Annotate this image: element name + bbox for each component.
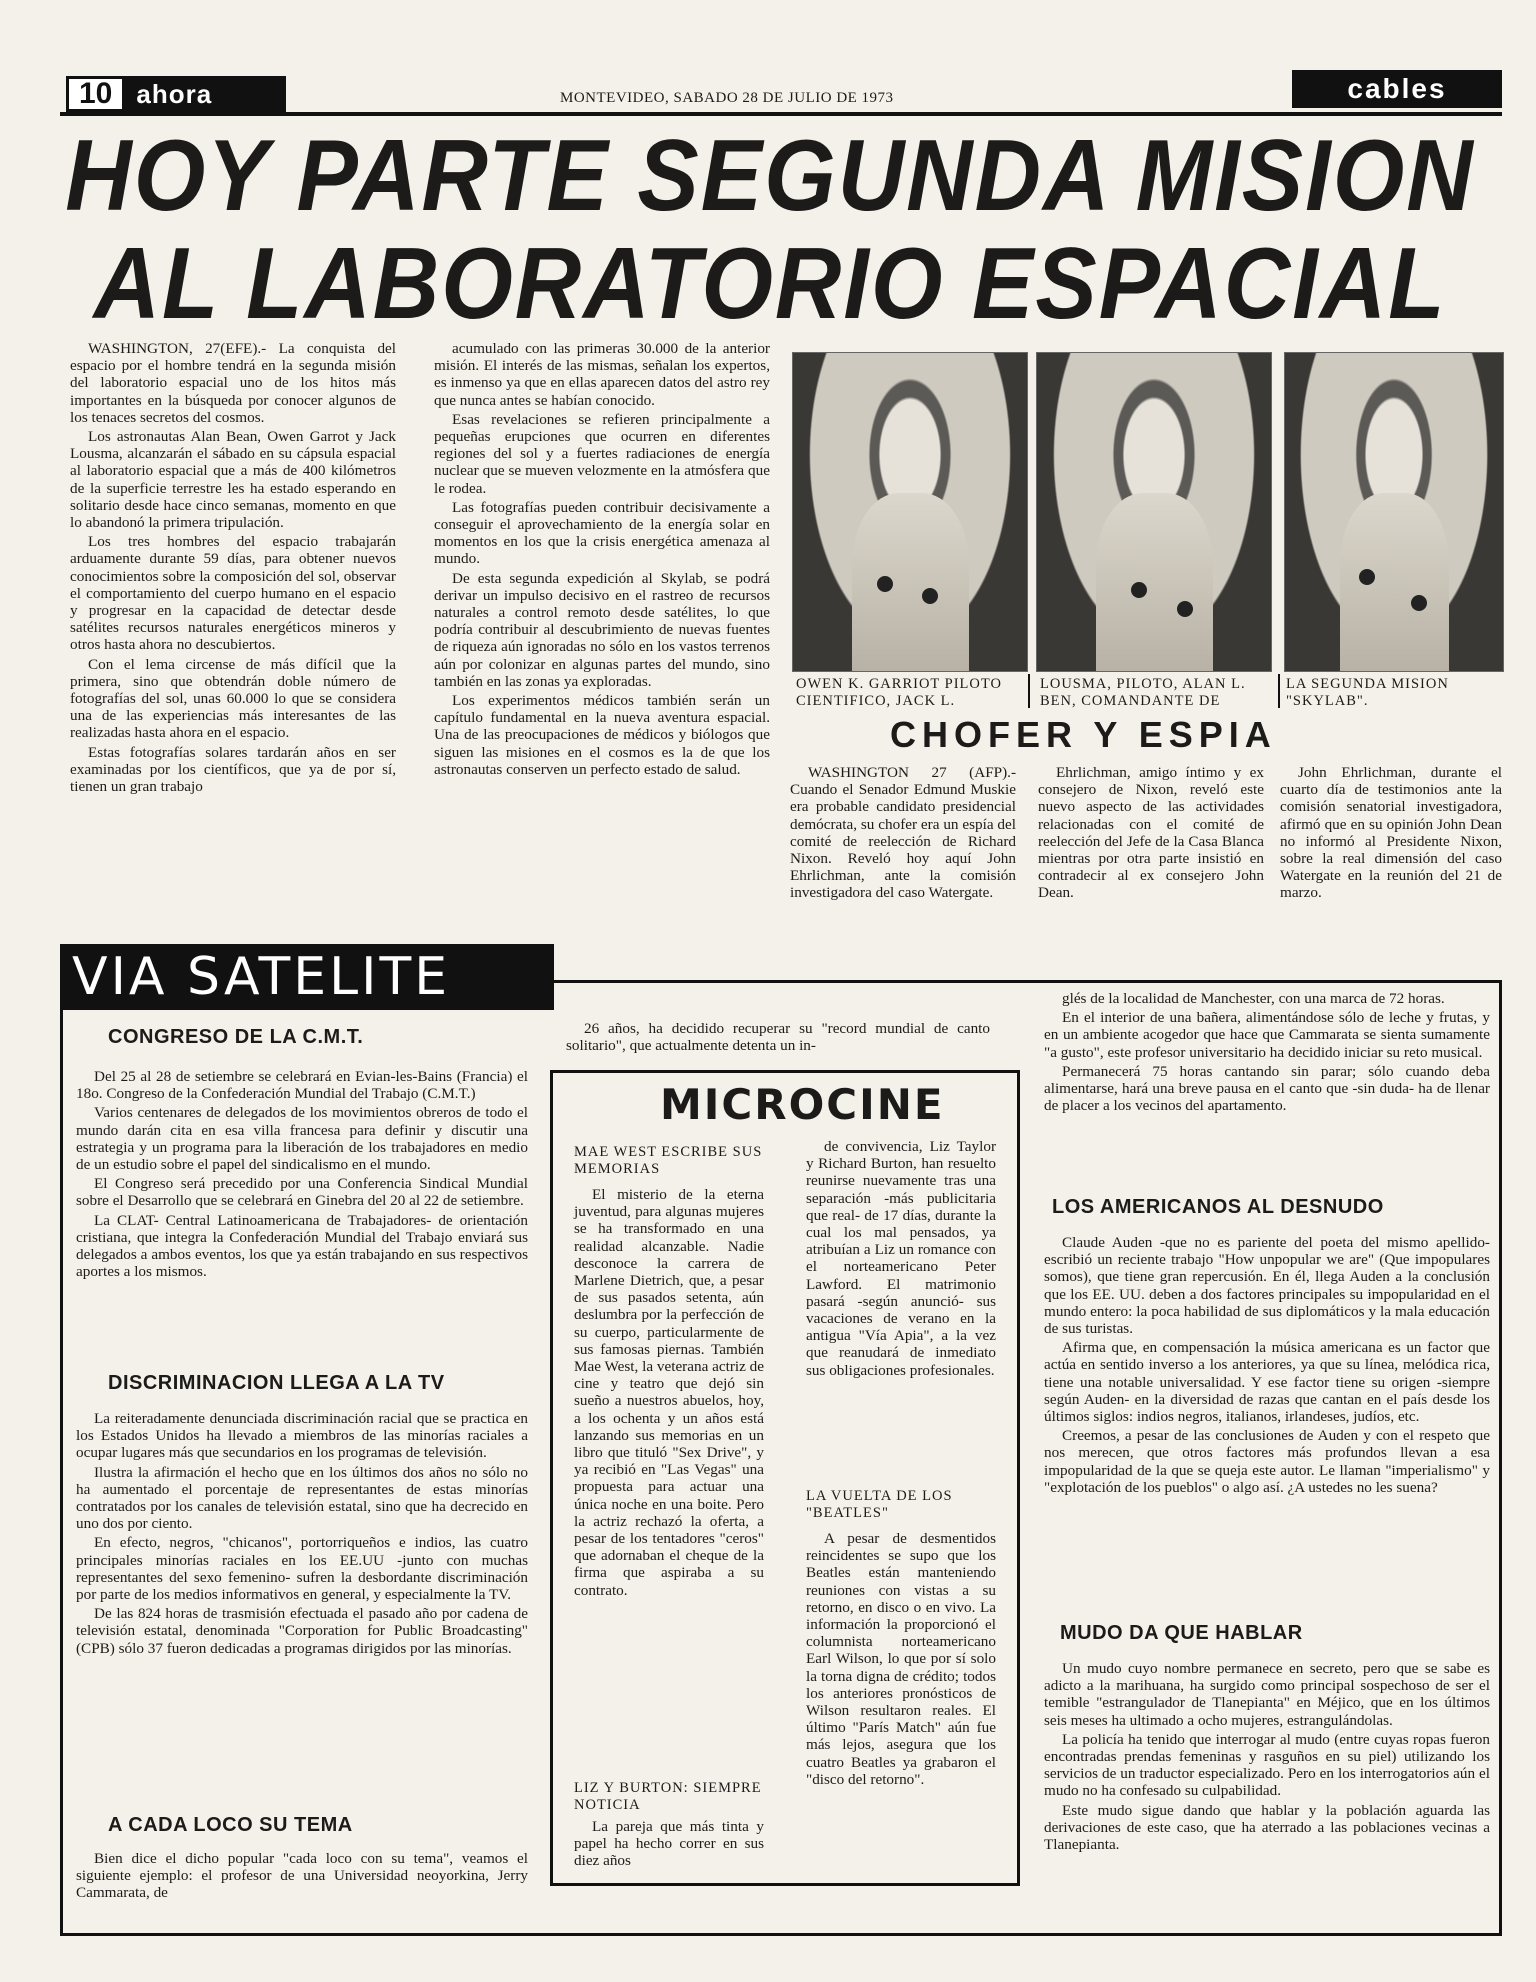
- paragraph: Esas revelaciones se refieren principalmente a pequeñas erupciones que ocurren en diferentes regiones del sol y a fuertes radiaciones de energía nuclear que se mueven velozmente en la atmósfera que le rodea.: [434, 410, 770, 497]
- caption-divider: [1028, 674, 1030, 708]
- page-header-left: [66, 76, 286, 112]
- paragraph: A pesar de desmentidos reincidentes se supo que los Beatles están manteniendo reuniones con vistas a su retorno, en disco o en vivo. La información la proporcionó el columnista norteamericano Earl Wilson, lo que por sí solo la torna digna de crédito; todos los anteriores pronósticos de Wilson resultaron reales. El último "París Match" aún fue más lejos, asegura que los cuatro Beatles ya grabaron el "disco del retorno".: [806, 1530, 996, 1788]
- americanos-body: [1044, 1234, 1490, 1498]
- loco-body: [76, 1850, 528, 1904]
- paragraph: Afirma que, en compensación la música americana es un factor que actúa en sentido inverso a los anteriores, ya que su línea, melódica rica, tiene una notable universalidad. Y ese factor tiene su origen -siempre según Auden- en la diversidad de razas que cantan en el país desde los últimos siglos: indios negros, italianos, irlandeses, judíos, etc.: [1044, 1339, 1490, 1426]
- section-label: cables: [1292, 70, 1502, 108]
- paragraph: Del 25 al 28 de setiembre se celebrará en Evian-les-Bains (Francia) el 18o. Congreso de la Confederación Mundial del Trabajo (C.M.T.): [76, 1068, 528, 1103]
- paragraph: John Ehrlichman, durante el cuarto día de testimonios ante la comisión senatorial investigadora, afirmó que en su opinión John Dean no informó al Presidente Nixon, sobre la real dimensión del caso Watergate en la reunión del 21 de marzo.: [1280, 764, 1502, 902]
- americanos-heading: LOS AMERICANOS AL DESNUDO: [1052, 1196, 1384, 1218]
- astronaut-photo-lousma: [1036, 352, 1272, 672]
- paragraph: Creemos, a pesar de las conclusiones de Auden y con el respeto que nos merecen, que otros factores más profundos llevan a esa impopularidad de la que se queja este autor. Le llaman "imperialismo" y "explotación de los pueblos" o algo así. ¿A ustedes no les suena?: [1044, 1427, 1490, 1496]
- paragraph: La pareja que más tinta y papel ha hecho correr en sus diez años: [574, 1818, 764, 1870]
- page-number: 10: [69, 79, 122, 109]
- loco-right-continuation: [1044, 990, 1490, 1116]
- chofer-col-1: [790, 764, 1016, 904]
- main-story-col-1: [70, 340, 396, 797]
- astronaut-photo-garriott: [792, 352, 1028, 672]
- microcine-subhead-mae-west: MAE WEST ESCRIBE SUS MEMORIAS: [574, 1144, 763, 1177]
- paragraph: De las 824 horas de trasmisión efectuada el pasado año por cadena de televisión estatal, denominada "Corporation for Public Broadcasting" (CPB) sólo 37 fueron dedicadas a programas dirigidos por las minorías.: [76, 1605, 528, 1657]
- chofer-headline: CHOFER Y ESPIA: [890, 714, 1277, 755]
- mudo-heading: MUDO DA QUE HABLAR: [1060, 1622, 1303, 1644]
- paragraph: Claude Auden -que no es pariente del poeta del mismo apellido- escribió un reciente trabajo "How unpopular we are" (Que impopulares somos), que tiene gran repercusión. En él, llega Auden a la conclusión que los EE. UU. deben a dos factores principales su impopularidad en el mundo entero: la poca habilidad de sus diplomáticos y la mala educación de sus turistas.: [1044, 1234, 1490, 1338]
- photo-caption-1: OWEN K. GARRIOT PILOTO CIENTIFICO, JACK L.: [796, 676, 1002, 709]
- paragraph: glés de la localidad de Manchester, con una marca de 72 horas.: [1062, 990, 1445, 1007]
- paragraph: La reiteradamente denunciada discriminación racial que se practica en los Estados Unidos ha llevado a miembros de las minorías raciales a ocupar lugares más que secundarios en los programas de televisión.: [76, 1410, 528, 1462]
- chofer-col-2: [1038, 764, 1264, 904]
- tv-heading: DISCRIMINACION LLEGA A LA TV: [108, 1372, 445, 1394]
- paragraph: Ehrlichman, amigo íntimo y ex consejero de Nixon, reveló este nuevo aspecto de las actividades relacionadas con el comité de reelección del Jefe de la Casa Blanca mientras por otra parte insistió en contradecir al ex consejero John Dean.: [1038, 764, 1264, 902]
- paragraph: Con el lema circense de más difícil que la primera, sino que obtendrán doble número de fotografías del sol, unas 60.000 lo que se considera una de las experiencias más interesantes de las realizadas hasta ahora en el espacio.: [70, 655, 396, 742]
- paragraph: Ilustra la afirmación el hecho que en los últimos dos años no sólo no ha aumentado el porcentaje de representantes de estas minorías contratados por los canales de televisión estatal, sino que ha decrecido en uno dos por ciento.: [76, 1463, 528, 1533]
- paragraph: Este mudo sigue dando que hablar y la población aguarda las derivaciones de este caso, que ha aterrado a las poblaciones vecinas a Tlanepianta.: [1044, 1801, 1490, 1854]
- paragraph: WASHINGTON, 27(EFE).- La conquista del espacio por el hombre tendrá en la segunda misión del laboratorio espacial uno de los hitos más importantes en la búsqueda por conocer algunos de los tenaces secretos del cosmos.: [70, 340, 396, 426]
- microcine-col-1: [574, 1186, 764, 1601]
- microcine-subhead-beatles: LA VUELTA DE LOS "BEATLES": [806, 1488, 953, 1521]
- cmt-heading: CONGRESO DE LA C.M.T.: [108, 1026, 364, 1048]
- loco-continuation: [566, 1020, 990, 1056]
- microcine-col-2-end: [806, 1530, 996, 1790]
- paragraph: de convivencia, Liz Taylor y Richard Burton, han resuelto reunirse nuevamente tras una separación -más publicitaria que real- de 17 días, durante la cual los mal pensados, ya atribuían a Liz un romance con el norteamericano Peter Lawford. El matrimonio pasará -según anunció- sus vacaciones de verano en la antigua "Vía Apia", a la vez que reanudará de inmediato sus obligaciones profesionales.: [806, 1138, 996, 1379]
- paragraph: Estas fotografías solares tardarán años en ser examinadas por los científicos, que ya de por sí, tienen un gran trabajo: [70, 743, 396, 796]
- paragraph: Permanecerá 75 horas cantando sin parar; sólo cuando deba alimentarse, hará una breve pausa en el canto que -sin duda- ha de llenar de placer a los vecinos del apartamento.: [1044, 1062, 1490, 1115]
- mudo-body: [1044, 1660, 1490, 1855]
- loco-heading: A CADA LOCO SU TEMA: [108, 1814, 353, 1836]
- main-story-col-2: [434, 340, 770, 780]
- paragraph: La policía ha tenido que interrogar al mudo (entre cuyas ropas fueron encontradas prendas femeninas y rasguños en su piel) utilizando los servicios de un traductor especializado. Pero en los interrogatorios aún el mudo no ha confesado su culpabilidad.: [1044, 1730, 1490, 1800]
- dateline: MONTEVIDEO, SABADO 28 DE JULIO DE 1973: [560, 90, 894, 106]
- astronaut-photo-bean: [1284, 352, 1504, 672]
- microcine-liz-start: [574, 1818, 764, 1872]
- microcine-title: MICROCINE: [660, 1080, 945, 1129]
- paragraph: Los tres hombres del espacio trabajarán arduamente durante 59 días, para obtener nuevos conocimientos sobre la composición del sol, observar el comportamiento del cuerpo humano en el espacio y progresar en la capacidad de detectar desde satélites recursos naturales energéticos mineros y otros hasta ahora no descubiertos.: [70, 533, 396, 654]
- paragraph: En el interior de una bañera, alimentándose sólo de leche y frutas, y en un ambiente acogedor que hace que Cammarata se sienta sumamente "a gusto", este profesor universitario ha decidido iniciar su reto musical.: [1044, 1009, 1490, 1061]
- section-name: ahora: [122, 79, 283, 109]
- paragraph: El misterio de la eterna juventud, para algunas mujeres se ha transformado en una realidad alcanzable. Nadie desconoce la carrera de Marlene Dietrich, que, a pesar de sus pasados setenta, aún deslumbra por la perfección de su cuerpo, particularmente de sus famosas piernas. También Mae West, la veterana actriz de cine y teatro que dejó sin sueño a nuestros abuelos, hoy, a los ochenta y un años está lanzando sus memorias en un libro que tituló "Sex Drive", y ya recibió en "Las Vegas" una propuesta para actuar una única noche en una boite. Pero la actriz rechazó la oferta, a pesar de los tentadores "ceros" que adornaban el cheque de la firma que aspiraba a su contrato.: [574, 1186, 764, 1599]
- microcine-subhead-liz: LIZ Y BURTON: SIEMPRE NOTICIA: [574, 1780, 762, 1813]
- paragraph: Las fotografías pueden contribuir decisivamente a conseguir el aprovechamiento de la energía solar en momentos en los que la crisis energética amenaza al mundo.: [434, 498, 770, 568]
- paragraph: La CLAT- Central Latinoamericana de Trabajadores- de orientación cristiana, que integra la Confederación Mundial del Trabajo enviará sus delegados a ambos eventos, los que ya están trabajando en sus respectivos aportes a los mismos.: [76, 1211, 528, 1281]
- headline-line-1: HOY PARTE SEGUNDA MISION: [65, 120, 1475, 233]
- chofer-col-3: [1280, 764, 1502, 904]
- paragraph: El Congreso será precedido por una Conferencia Sindical Mundial sobre el Desarrollo que se celebrará en Ginebra del 20 al 22 de setiembre.: [76, 1175, 528, 1210]
- paragraph: Varios centenares de delegados de los movimientos obreros de todo el mundo darán cita en esa villa francesa para definir y discutir una estrategia y un programa para la liberación de los trabajadores en medio de un estudio sobre el papel del sindicalismo en el mundo.: [76, 1104, 528, 1174]
- photo-caption-3: LA SEGUNDA MISION "SKYLAB".: [1286, 676, 1449, 709]
- paragraph: Los astronautas Alan Bean, Owen Garrot y Jack Lousma, alcanzarán el sábado en su cápsula espacial al laboratorio espacial que a más de 400 kilómetros de la superficie terrestre les ha estado esperando en solitario desde hace cinco semanas, momento en que lo abandonó la primera tripulación.: [70, 428, 396, 532]
- caption-divider: [1278, 674, 1280, 708]
- headline-line-2: AL LABORATORIO ESPACIAL: [93, 227, 1447, 340]
- paragraph: acumulado con las primeras 30.000 de la anterior misión. El interés de las mismas, señalan los expertos, es inmenso ya que en ellas aparecen datos del astro rey que nunca antes se habían conocido.: [434, 340, 770, 409]
- tv-body: [76, 1410, 528, 1659]
- photo-caption-2: LOUSMA, PILOTO, ALAN L. BEN, COMANDANTE DE: [1040, 676, 1246, 709]
- main-headline: [60, 122, 1480, 338]
- paragraph: De esta segunda expedición al Skylab, se podrá derivar un impulso decisivo en el rastreo de recursos naturales a control remoto desde satélites, lo que podría contribuir al descubrimiento de nuevas fuentes de riqueza aún ignoradas no sólo en los vastos terrenos aún por colonizar en algunas partes del mundo, sino también en las zonas ya exploradas.: [434, 569, 770, 690]
- cmt-body: [76, 1068, 528, 1282]
- via-satelite-banner: VIA SATELITE: [60, 944, 554, 1010]
- paragraph: Un mudo cuyo nombre permanece en secreto, pero que se sabe es adicto a la marihuana, ha surgido como principal sospechoso de ser el temible "estrangulador de Tlanepianta" en Méjico, que en los últimos seis meses ha ultimado a ocho mujeres, estrangulándolas.: [1044, 1660, 1490, 1729]
- paragraph: En efecto, negros, "chicanos", portorriqueños e indios, las cuatro principales minorías raciales en los EE.UU -junto con muchas representantes del sexo femenino- sufren la desbordante discriminación por parte de los medios informativos en general, y especialmente la TV.: [76, 1534, 528, 1604]
- header-rule: [60, 112, 1502, 116]
- paragraph: Bien dice el dicho popular "cada loco con su tema", veamos el siguiente ejemplo: el profesor de una Universidad neoyorkina, Jerry Cammarata, de: [76, 1850, 528, 1902]
- paragraph: WASHINGTON 27 (AFP).- Cuando el Senador Edmund Muskie era probable candidato presidencial demócrata, su chofer era un espía del comité de reelección de Richard Nixon. Reveló hoy aquí John Ehrlichman, ante la comisión investigadora del caso Watergate.: [790, 764, 1016, 902]
- paragraph: 26 años, ha decidido recuperar su "record mundial de canto solitario", que actualmente detenta un in-: [566, 1020, 990, 1055]
- paragraph: Los experimentos médicos también serán un capítulo fundamental en la nueva aventura espacial. Una de las preocupaciones de médicos y biólogos que siguen las misiones en el cosmos es la de que los astronautas conserven un perfecto estado de salud.: [434, 692, 770, 778]
- microcine-col-2: [806, 1138, 996, 1381]
